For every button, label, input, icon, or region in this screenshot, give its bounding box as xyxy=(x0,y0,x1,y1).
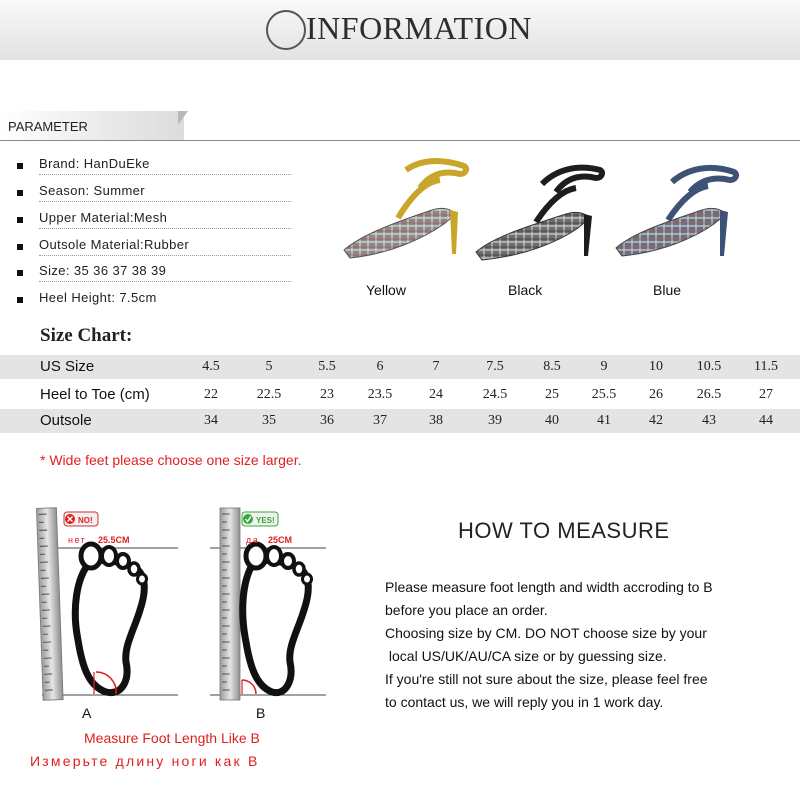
size-cell: 10 xyxy=(649,359,663,374)
size-row-label: Outsole xyxy=(40,412,92,429)
spec-outsole-material xyxy=(17,237,292,264)
spec-heel-height xyxy=(17,290,292,317)
size-cell: 22.5 xyxy=(256,387,282,402)
measure-instruction-line: local US/UK/AU/CA size or by guessing size. xyxy=(385,648,667,664)
size-cell: 9 xyxy=(600,359,608,374)
size-cell: 6 xyxy=(376,359,384,374)
color-label-black: Black xyxy=(508,282,543,298)
size-cell: 23 xyxy=(320,387,334,402)
header-title: INFORMATION xyxy=(306,10,532,46)
length-a-text: 25.5CM xyxy=(98,535,130,545)
spec-text: Brand: HanDuEke xyxy=(39,156,150,171)
spec-size xyxy=(17,263,292,290)
dotted-divider xyxy=(39,201,291,202)
foot-diagram-a xyxy=(28,500,178,725)
size-row-us xyxy=(0,355,800,379)
ru-yes-text: да xyxy=(246,535,260,545)
spec-text: Upper Material:Mesh xyxy=(39,210,168,225)
ru-no-text: нет xyxy=(68,535,87,545)
spec-brand xyxy=(17,156,292,183)
badge-yes-text: YES! xyxy=(256,516,275,525)
yellow-shoe-image xyxy=(340,158,480,268)
wide-feet-note: * Wide feet please choose one size larger. xyxy=(40,452,302,468)
size-cell: 4.5 xyxy=(202,359,220,374)
size-cell: 10.5 xyxy=(696,359,722,374)
size-cell: 5.5 xyxy=(318,359,336,374)
size-cell: 8.5 xyxy=(543,359,561,374)
size-cell: 7 xyxy=(432,359,440,374)
size-cell: 37 xyxy=(373,413,387,428)
size-cell: 24 xyxy=(429,387,443,402)
dotted-divider xyxy=(39,281,291,282)
size-row-label: Heel to Toe (cm) xyxy=(40,386,150,403)
size-row-label: US Size xyxy=(40,358,95,375)
measure-instruction-line: before you place an order. xyxy=(385,602,548,618)
size-cell: 38 xyxy=(429,413,443,428)
size-cell: 35 xyxy=(262,413,276,428)
letter-a: A xyxy=(82,705,92,721)
size-cell: 41 xyxy=(597,413,611,428)
size-cell: 25 xyxy=(545,387,559,402)
bullet-icon xyxy=(17,270,23,276)
spec-season xyxy=(17,183,292,210)
dotted-divider xyxy=(39,228,291,229)
color-label-blue: Blue xyxy=(653,282,682,298)
black-shoe-image xyxy=(472,158,612,268)
size-cell: 23.5 xyxy=(367,387,393,402)
size-cell: 42 xyxy=(649,413,663,428)
length-b-text: 25CM xyxy=(268,535,293,545)
spec-upper-material xyxy=(17,210,292,237)
measure-caption-en: Measure Foot Length Like B xyxy=(84,730,260,746)
size-cell: 43 xyxy=(702,413,716,428)
information-header xyxy=(0,0,800,60)
bullet-icon xyxy=(17,190,23,196)
bullet-icon xyxy=(17,163,23,169)
letter-b: B xyxy=(256,705,266,721)
size-row-outsole xyxy=(0,409,800,433)
size-cell: 44 xyxy=(759,413,773,428)
header-circle-ornament xyxy=(266,10,306,50)
parameter-label: PARAMETER xyxy=(8,119,88,134)
size-cell: 40 xyxy=(545,413,559,428)
size-cell: 34 xyxy=(204,413,218,428)
size-cell: 26.5 xyxy=(696,387,722,402)
size-cell: 26 xyxy=(649,387,663,402)
blue-shoe-image xyxy=(612,158,752,268)
parameter-divider xyxy=(0,140,800,141)
color-label-yellow: Yellow xyxy=(366,282,406,298)
size-cell: 25.5 xyxy=(591,387,617,402)
size-cell: 22 xyxy=(204,387,218,402)
bullet-icon xyxy=(17,297,23,303)
size-cell: 36 xyxy=(320,413,334,428)
size-cell: 5 xyxy=(265,359,273,374)
measure-instruction-line: Please measure foot length and width accroding to B xyxy=(385,579,713,595)
size-cell: 24.5 xyxy=(482,387,508,402)
measure-caption-ru: Измерьте длину ноги как В xyxy=(30,753,260,769)
size-cell: 27 xyxy=(759,387,773,402)
measure-instruction-line: Choosing size by CM. DO NOT choose size by your xyxy=(385,625,707,641)
measure-instruction-line: If you're still not sure about the size, please feel free xyxy=(385,671,708,687)
size-cell: 39 xyxy=(488,413,502,428)
spec-text: Season: Summer xyxy=(39,183,146,198)
foot-diagram-b xyxy=(206,500,356,725)
dotted-divider xyxy=(39,255,291,256)
parameter-tab-fold xyxy=(178,111,188,125)
size-row-heel-to-toe xyxy=(0,383,800,407)
spec-text: Outsole Material:Rubber xyxy=(39,237,190,252)
how-to-measure-title: HOW TO MEASURE xyxy=(458,518,670,543)
measure-instruction-line: to contact us, we will reply you in 1 work day. xyxy=(385,694,664,710)
dotted-divider xyxy=(39,174,291,175)
size-chart-title: Size Chart: xyxy=(40,325,133,346)
badge-no-text: NO! xyxy=(78,516,93,525)
spec-text: Heel Height: 7.5cm xyxy=(39,290,157,305)
bullet-icon xyxy=(17,217,23,223)
bullet-icon xyxy=(17,244,23,250)
size-cell: 7.5 xyxy=(486,359,504,374)
size-cell: 11.5 xyxy=(754,359,778,374)
yes-badge-icon xyxy=(243,514,253,524)
spec-text: Size: 35 36 37 38 39 xyxy=(39,263,167,278)
